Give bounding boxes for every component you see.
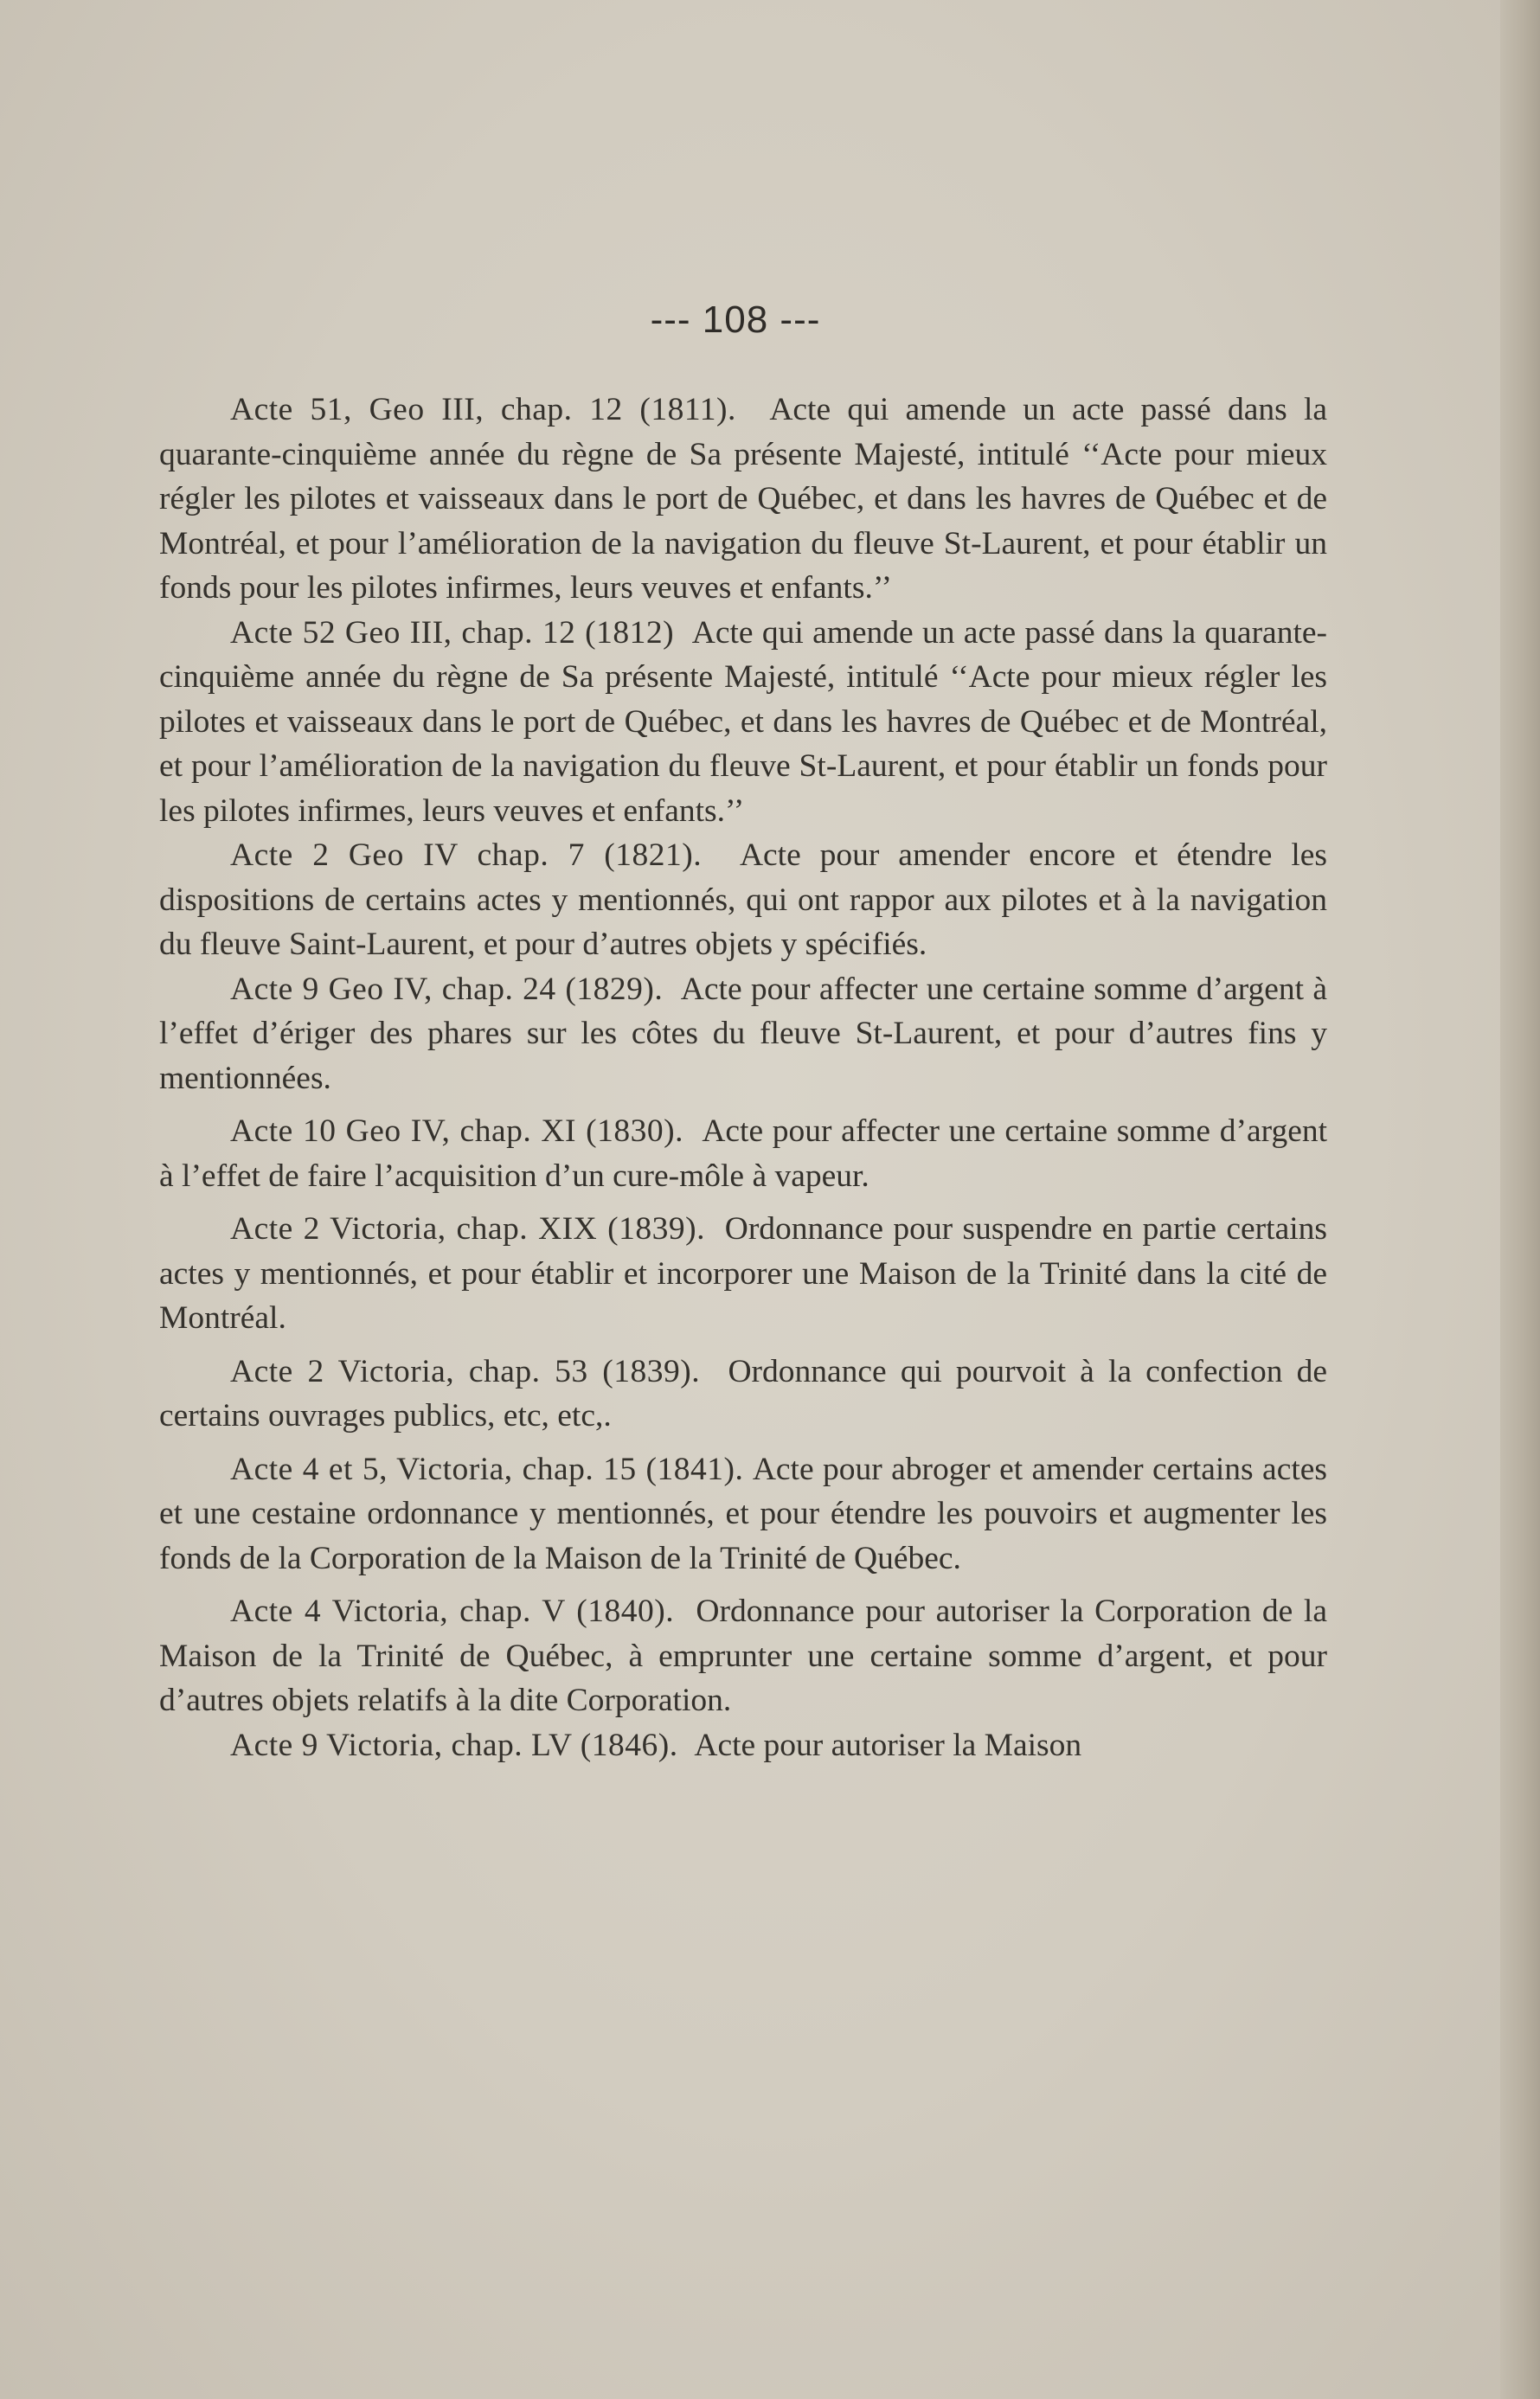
paragraph-act-1846 [159, 1723, 1327, 1768]
paragraph-act-1839-xix [159, 1207, 1327, 1341]
act-reference: Acte 10 Geo IV, chap. XI (1830). [230, 1113, 683, 1149]
act-description: Acte pour autoriser la Maison [694, 1727, 1082, 1763]
act-description: Acte qui amende un acte passé dans la quarante-cinquième année du règne de Sa présente Majesté, intitulé ‘‘Acte pour mieux régler les pilotes et vaisseaux dans le port de Québec, et dans les havres de Québec et de Montréal, et pour l’amélioration de la navigation du fleuve St-Laurent, et pour établir un fonds pour les pilotes infirmes, leurs veuves et enfants.’’ [159, 392, 1328, 606]
act-reference: Acte 2 Victoria, chap. 53 (1839). [230, 1353, 701, 1389]
legislation-list [159, 388, 1327, 1767]
paragraph-act-1821 [159, 833, 1327, 967]
act-description: Acte qui amende un acte passé dans la quarante-cinquième année du règne de Sa présente Majesté, intitulé ‘‘Acte pour mieux régler les pilotes et vaisseaux dans le port de Québec, et dans les havres de Québec et de Montréal, et pour l’amélioration de la navigation du fleuve St-Laurent, et pour établir un fonds pour les pilotes infirmes, leurs veuves et enfants.’’ [159, 614, 1328, 829]
act-reference: Acte 4 Victoria, chap. V (1840). [230, 1594, 675, 1629]
act-description: Ordonnance pour suspendre en partie certains actes y mentionnés, et pour établir et incorporer une Maison de la Trinité dans la cité de Montréal. [159, 1211, 1327, 1336]
paragraph-act-1839-53 [159, 1350, 1327, 1439]
page-number: --- 108 --- [650, 298, 821, 341]
act-reference: Acte 9 Geo IV, chap. 24 (1829). [230, 971, 664, 1007]
paragraph-act-1812 [159, 611, 1327, 834]
paragraph-act-1841 [159, 1447, 1327, 1581]
act-reference: Acte 52 Geo III, chap. 12 (1812) [230, 614, 675, 651]
act-description: Ordonnance qui pourvoit à la confection de certains ouvrages publics, etc, etc,. [159, 1353, 1327, 1434]
act-description: Acte pour affecter une certaine somme d’argent à l’effet d’ériger des phares sur les côtes du fleuve St-Laurent, et pour d’autres fins y mentionnées. [159, 971, 1328, 1096]
paragraph-act-1840 [159, 1589, 1327, 1723]
paragraph-act-1811 [159, 388, 1327, 611]
act-reference: Acte 51, Geo III, chap. 12 (1811). [230, 392, 736, 427]
paragraph-act-1829 [159, 967, 1327, 1101]
act-description: Acte pour abroger et amender certains actes et une cestaine ordonnance y mentionnés, et pour étendre les pouvoirs et augmenter les fonds de la Corporation de la Maison de la Trinité de Québec. [159, 1451, 1327, 1576]
act-reference: Acte 2 Victoria, chap. XIX (1839). [230, 1211, 705, 1247]
act-description: Acte pour affecter une certaine somme d’argent à l’effet de faire l’acquisition d’un cure-môle à vapeur. [159, 1113, 1328, 1194]
paragraph-act-1830 [159, 1109, 1327, 1198]
act-reference: Acte 4 et 5, Victoria, chap. 15 (1841). [230, 1451, 744, 1487]
act-reference: Acte 9 Victoria, chap. LV (1846). [230, 1727, 678, 1763]
page-edge-shadow [1500, 0, 1540, 2399]
act-description: Acte pour amender encore et étendre les dispositions de certains actes y mentionnés, qui ont rappor aux pilotes et à la navigation du fleuve Saint-Laurent, et pour d’autres objets y spécifiés. [159, 837, 1327, 962]
act-reference: Acte 2 Geo IV chap. 7 (1821). [230, 837, 703, 873]
act-description: Ordonnance pour autoriser la Corporation de la Maison de la Trinité de Québec, à emprunter une certaine somme d’argent, et pour d’autres objets relatifs à la dite Corporation. [159, 1594, 1327, 1718]
